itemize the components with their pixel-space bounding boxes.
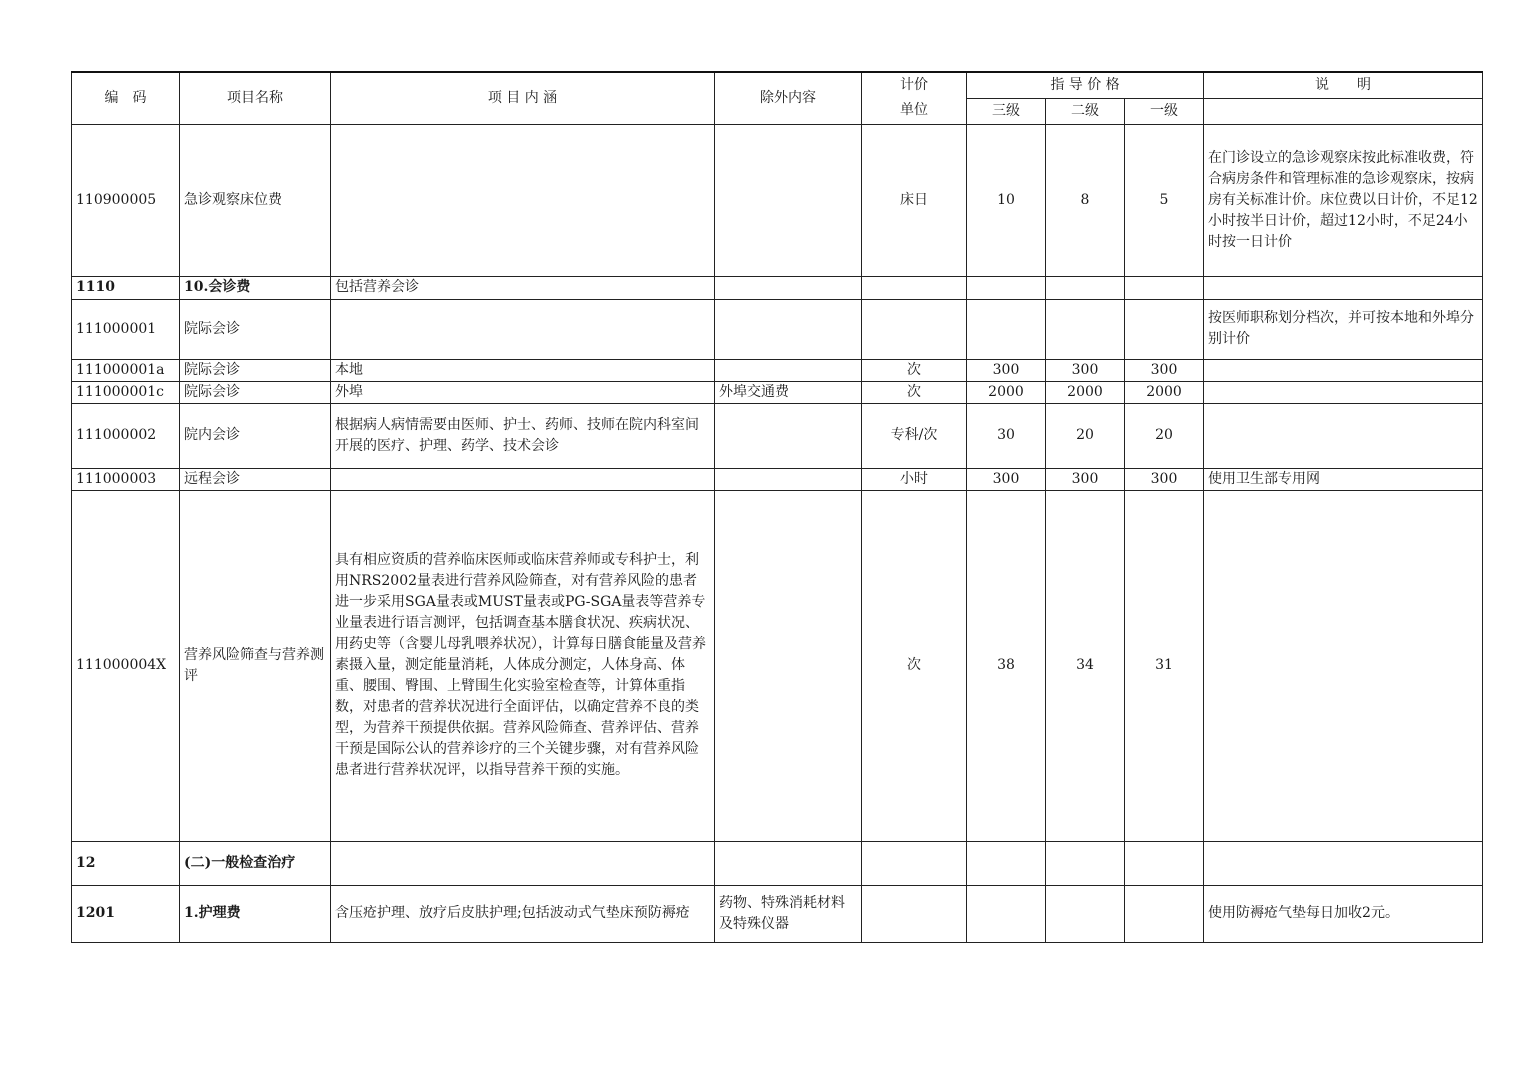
header-unit-top: 计价 <box>862 72 967 98</box>
price-table <box>71 71 1483 943</box>
cell-content <box>331 299 715 359</box>
cell-code: 110900005 <box>72 124 180 276</box>
header-notes: 说 明 <box>1204 72 1483 98</box>
cell-note: 使用防褥疮气垫每日加收2元。 <box>1204 885 1483 942</box>
cell-code: 1201 <box>72 885 180 942</box>
cell-code: 12 <box>72 841 180 885</box>
cell-name: 院际会诊 <box>180 299 331 359</box>
header-level2: 二级 <box>1046 98 1125 124</box>
cell-note <box>1204 381 1483 403</box>
cell-note: 在门诊设立的急诊观察床按此标准收费，符合病房条件和管理标准的急诊观察床，按病房有关标准计价。床位费以日计价，不足12小时按半日计价，超过12小时，不足24小时按一日计价 <box>1204 124 1483 276</box>
table-row <box>72 299 1483 359</box>
cell-exclusion <box>715 841 862 885</box>
cell-exclusion: 外埠交通费 <box>715 381 862 403</box>
cell-name: 院际会诊 <box>180 381 331 403</box>
cell-note <box>1204 359 1483 381</box>
cell-unit <box>862 276 967 299</box>
cell-content <box>331 468 715 490</box>
cell-name: 10.会诊费 <box>180 276 331 299</box>
cell-content: 根据病人病情需要由医师、护士、药师、技师在院内科室间开展的医疗、护理、药学、技术会诊 <box>331 403 715 468</box>
cell-note <box>1204 490 1483 841</box>
table-row <box>72 490 1483 841</box>
cell-exclusion <box>715 403 862 468</box>
cell-price-level3 <box>967 841 1046 885</box>
cell-unit: 专科/次 <box>862 403 967 468</box>
cell-price-level1 <box>1125 841 1204 885</box>
cell-unit <box>862 885 967 942</box>
table-row <box>72 124 1483 276</box>
header-exclusion: 除外内容 <box>715 72 862 124</box>
cell-content: 包括营养会诊 <box>331 276 715 299</box>
cell-content: 含压疮护理、放疗后皮肤护理;包括波动式气垫床预防褥疮 <box>331 885 715 942</box>
cell-price-level1 <box>1125 276 1204 299</box>
cell-code: 111000001c <box>72 381 180 403</box>
cell-note <box>1204 841 1483 885</box>
cell-price-level1 <box>1125 885 1204 942</box>
header-unit-bottom: 单位 <box>862 98 967 124</box>
cell-note: 使用卫生部专用网 <box>1204 468 1483 490</box>
cell-note <box>1204 403 1483 468</box>
cell-price-level3: 30 <box>967 403 1046 468</box>
cell-name: 1.护理费 <box>180 885 331 942</box>
cell-unit: 次 <box>862 359 967 381</box>
cell-unit <box>862 841 967 885</box>
header-notes-blank <box>1204 98 1483 124</box>
cell-price-level1: 20 <box>1125 403 1204 468</box>
cell-name: 营养风险筛查与营养测评 <box>180 490 331 841</box>
cell-price-level2: 34 <box>1046 490 1125 841</box>
cell-price-level2 <box>1046 276 1125 299</box>
table-row <box>72 276 1483 299</box>
cell-exclusion <box>715 490 862 841</box>
cell-unit: 次 <box>862 490 967 841</box>
cell-exclusion <box>715 468 862 490</box>
cell-code: 1110 <box>72 276 180 299</box>
table-row <box>72 885 1483 942</box>
cell-price-level1: 300 <box>1125 468 1204 490</box>
cell-price-level3: 300 <box>967 359 1046 381</box>
cell-content: 本地 <box>331 359 715 381</box>
table-row <box>72 381 1483 403</box>
table-row <box>72 841 1483 885</box>
cell-name: (二)一般检查治疗 <box>180 841 331 885</box>
cell-unit: 床日 <box>862 124 967 276</box>
cell-price-level3: 300 <box>967 468 1046 490</box>
header-content: 项 目 内 涵 <box>331 72 715 124</box>
cell-price-level2: 300 <box>1046 468 1125 490</box>
cell-name: 院内会诊 <box>180 403 331 468</box>
cell-price-level3: 10 <box>967 124 1046 276</box>
cell-price-level3 <box>967 299 1046 359</box>
cell-name: 急诊观察床位费 <box>180 124 331 276</box>
cell-price-level1: 300 <box>1125 359 1204 381</box>
table-row <box>72 403 1483 468</box>
cell-exclusion: 药物、特殊消耗材料及特殊仪器 <box>715 885 862 942</box>
cell-price-level2: 2000 <box>1046 381 1125 403</box>
table-row <box>72 359 1483 381</box>
header-name: 项目名称 <box>180 72 331 124</box>
table-row <box>72 468 1483 490</box>
header-price-group: 指 导 价 格 <box>967 72 1204 98</box>
cell-price-level1 <box>1125 299 1204 359</box>
header-row-top <box>72 72 1483 98</box>
cell-price-level2 <box>1046 841 1125 885</box>
cell-code: 111000001a <box>72 359 180 381</box>
header-level3: 三级 <box>967 98 1046 124</box>
cell-name: 远程会诊 <box>180 468 331 490</box>
cell-price-level3 <box>967 276 1046 299</box>
cell-price-level1: 31 <box>1125 490 1204 841</box>
cell-price-level2: 20 <box>1046 403 1125 468</box>
cell-exclusion <box>715 276 862 299</box>
cell-content: 外埠 <box>331 381 715 403</box>
cell-exclusion <box>715 359 862 381</box>
cell-exclusion <box>715 124 862 276</box>
cell-price-level1: 5 <box>1125 124 1204 276</box>
cell-note <box>1204 276 1483 299</box>
cell-price-level2: 8 <box>1046 124 1125 276</box>
cell-price-level3: 38 <box>967 490 1046 841</box>
cell-unit <box>862 299 967 359</box>
cell-unit: 次 <box>862 381 967 403</box>
cell-name: 院际会诊 <box>180 359 331 381</box>
cell-exclusion <box>715 299 862 359</box>
cell-price-level2 <box>1046 299 1125 359</box>
cell-content <box>331 841 715 885</box>
cell-price-level3: 2000 <box>967 381 1046 403</box>
cell-code: 111000003 <box>72 468 180 490</box>
cell-price-level3 <box>967 885 1046 942</box>
header-level1: 一级 <box>1125 98 1204 124</box>
cell-content <box>331 124 715 276</box>
header-code: 编 码 <box>72 72 180 124</box>
cell-code: 111000001 <box>72 299 180 359</box>
cell-note: 按医师职称划分档次，并可按本地和外埠分别计价 <box>1204 299 1483 359</box>
cell-content: 具有相应资质的营养临床医师或临床营养师或专科护士，利用NRS2002量表进行营养风险筛查，对有营养风险的患者进一步采用SGA量表或MUST量表或PG-SGA量表等营养专业量表进行语言测评，包括调查基本膳食状况、疾病状况、用药史等（含婴儿母乳喂养状况），计算每日膳食能量及营养素摄入量，测定能量消耗，人体成分测定，人体身高、体重、腰围、臀围、上臂围生化实验室检查等，计算体重指数，对患者的营养状况进行全面评估，以确定营养不良的类型，为营养干预提供依据。营养风险筛查、营养评估、营养干预是国际公认的营养诊疗的三个关键步骤，对有营养风险患者进行营养状况评，以指导营养干预的实施。 <box>331 490 715 841</box>
cell-code: 111000002 <box>72 403 180 468</box>
cell-price-level2: 300 <box>1046 359 1125 381</box>
cell-price-level2 <box>1046 885 1125 942</box>
cell-price-level1: 2000 <box>1125 381 1204 403</box>
cell-code: 111000004X <box>72 490 180 841</box>
cell-unit: 小时 <box>862 468 967 490</box>
